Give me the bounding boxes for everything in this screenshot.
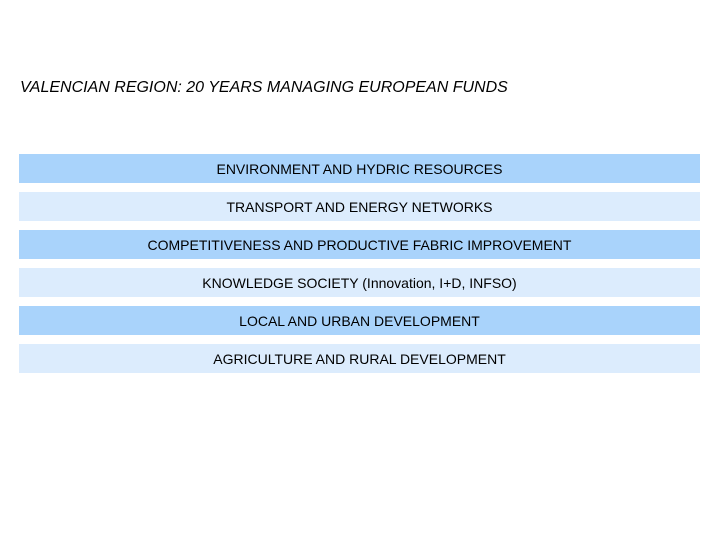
topic-band-list xyxy=(19,154,700,382)
topic-band-transport: TRANSPORT AND ENERGY NETWORKS xyxy=(19,192,700,221)
topic-band-agriculture-rural: AGRICULTURE AND RURAL DEVELOPMENT xyxy=(19,344,700,373)
topic-band-environment: ENVIRONMENT AND HYDRIC RESOURCES xyxy=(19,154,700,183)
topic-band-knowledge-society: KNOWLEDGE SOCIETY (Innovation, I+D, INFSO) xyxy=(19,268,700,297)
topic-band-competitiveness: COMPETITIVENESS AND PRODUCTIVE FABRIC IMPROVEMENT xyxy=(19,230,700,259)
slide-title: VALENCIAN REGION: 20 YEARS MANAGING EUROPEAN FUNDS xyxy=(20,79,508,96)
topic-band-local-urban: LOCAL AND URBAN DEVELOPMENT xyxy=(19,306,700,335)
